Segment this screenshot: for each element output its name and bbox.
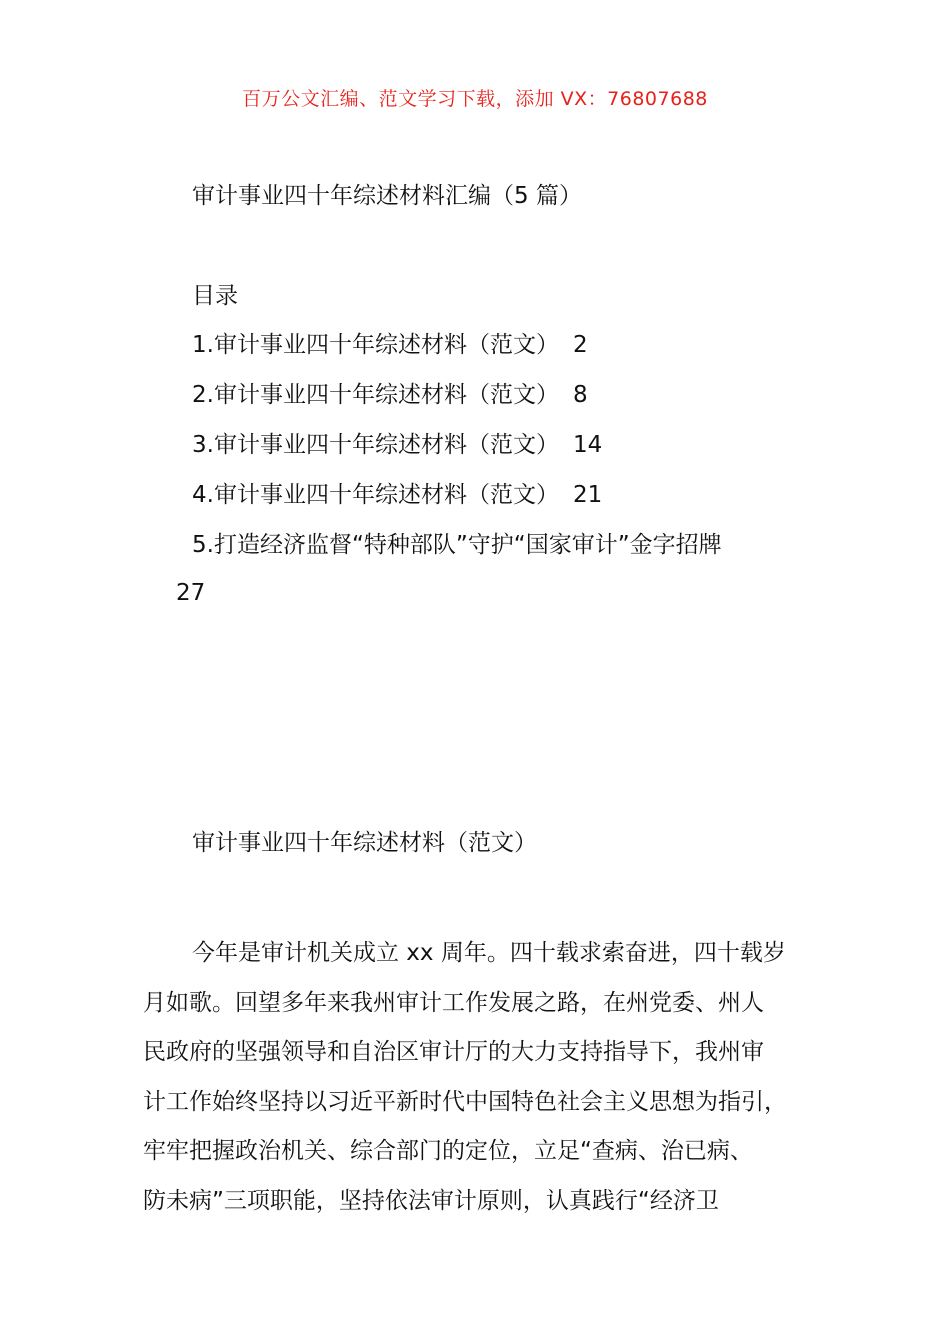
document-title: 审计事业四十年综述材料汇编（5 篇） xyxy=(192,183,582,209)
paragraph-line: 月如歌。回望多年来我州审计工作发展之路，在州党委、州人 xyxy=(143,989,764,1016)
toc-item-page: 8 xyxy=(572,382,588,408)
toc-item-page: 14 xyxy=(572,432,603,458)
toc-item xyxy=(192,530,722,560)
toc-item-page: 27 xyxy=(176,580,206,606)
section-title: 审计事业四十年综述材料（范文） xyxy=(192,830,537,856)
toc-item xyxy=(192,330,588,360)
toc-item-page: 2 xyxy=(572,332,588,358)
toc-item xyxy=(192,480,602,510)
toc-item-label: 4.审计事业四十年综述材料（范文） xyxy=(192,482,559,508)
toc-item-page: 21 xyxy=(572,482,603,508)
toc-item-label: 2.审计事业四十年综述材料（范文） xyxy=(192,382,559,408)
toc-item-label: 3.审计事业四十年综述材料（范文） xyxy=(192,432,559,458)
toc-item-label: 1.审计事业四十年综述材料（范文） xyxy=(192,332,559,358)
header-watermark-note: 百万公文汇编、范文学习下载，添加 VX：76807688 xyxy=(242,88,708,110)
paragraph-line: 牢牢把握政治机关、综合部门的定位，立足“查病、治已病、 xyxy=(143,1138,753,1164)
paragraph-line: 今年是审计机关成立 xx 周年。四十载求索奋进，四十载岁 xyxy=(192,940,786,966)
section-paragraph xyxy=(143,929,833,1226)
toc-heading: 目录 xyxy=(192,283,238,309)
paragraph-line: 民政府的坚强领导和自治区审计厅的大力支持指导下，我州审 xyxy=(143,1039,764,1065)
toc-item xyxy=(192,430,602,460)
toc-item xyxy=(192,380,588,410)
paragraph-line: 计工作始终坚持以习近平新时代中国特色社会主义思想为指引， xyxy=(143,1088,787,1115)
toc-item-label: 5.打造经济监督“特种部队”守护“国家审计”金字招牌 xyxy=(192,532,722,558)
paragraph-line: 防未病”三项职能，坚持依法审计原则，认真践行“经济卫 xyxy=(143,1187,719,1214)
